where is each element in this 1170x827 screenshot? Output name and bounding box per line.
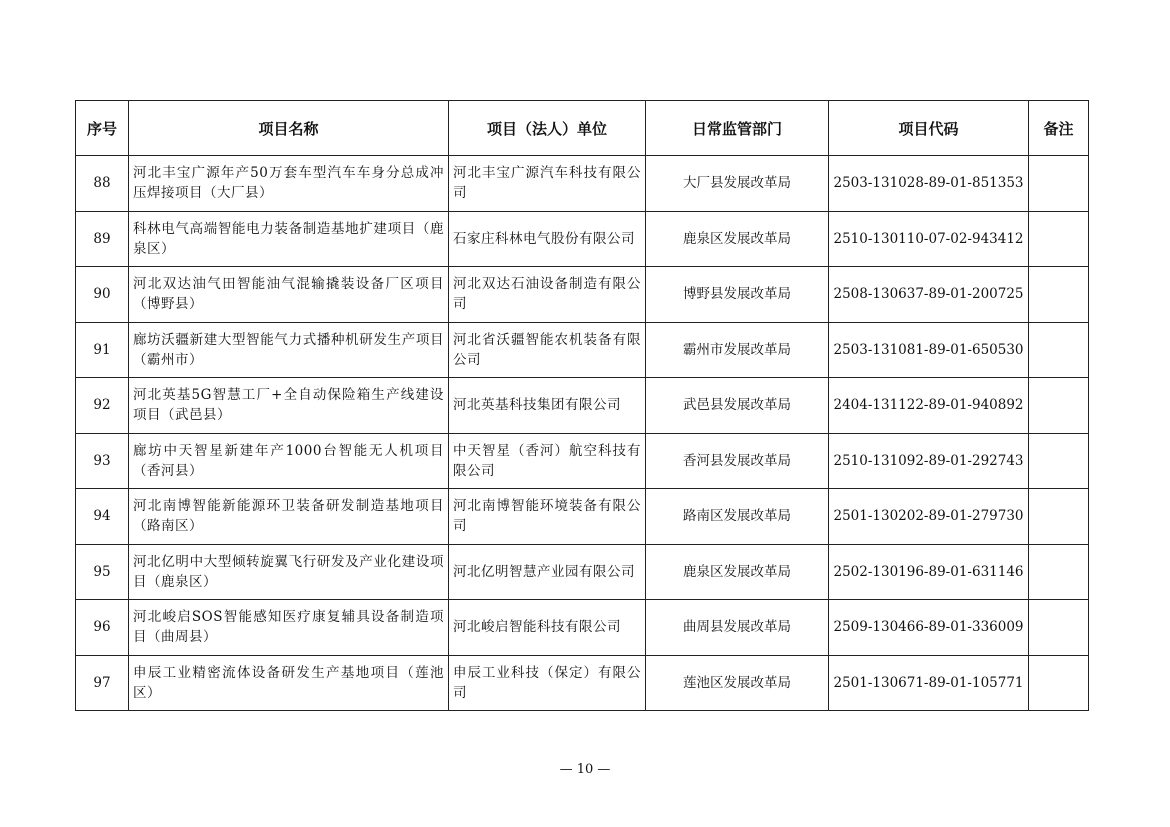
cell-remark (1029, 544, 1089, 600)
cell-remark (1029, 433, 1089, 489)
cell-department: 香河县发展改革局 (646, 433, 829, 489)
cell-remark (1029, 211, 1089, 267)
table-row (76, 544, 1089, 600)
cell-unit: 中天智星（香河）航空科技有限公司 (449, 433, 646, 489)
cell-project-code: 2510-131092-89-01-292743 (829, 433, 1029, 489)
header-dept: 日常监管部门 (646, 101, 829, 156)
cell-department: 武邑县发展改革局 (646, 378, 829, 434)
table-row (76, 156, 1089, 212)
cell-remark (1029, 156, 1089, 212)
cell-project-name: 申辰工业精密流体设备研发生产基地项目（莲池区） (129, 655, 449, 711)
header-name: 项目名称 (129, 101, 449, 156)
cell-seq: 96 (76, 600, 129, 656)
cell-remark (1029, 322, 1089, 378)
cell-remark (1029, 378, 1089, 434)
cell-department: 鹿泉区发展改革局 (646, 544, 829, 600)
cell-seq: 94 (76, 489, 129, 545)
cell-department: 大厂县发展改革局 (646, 156, 829, 212)
cell-unit: 河北亿明智慧产业园有限公司 (449, 544, 646, 600)
cell-seq: 88 (76, 156, 129, 212)
table-row (76, 211, 1089, 267)
cell-department: 曲周县发展改革局 (646, 600, 829, 656)
table-body (76, 156, 1089, 711)
cell-project-name: 河北双达油气田智能油气混输撬装设备厂区项目（博野县） (129, 267, 449, 323)
cell-project-code: 2501-130202-89-01-279730 (829, 489, 1029, 545)
cell-unit: 石家庄科林电气股份有限公司 (449, 211, 646, 267)
cell-seq: 89 (76, 211, 129, 267)
project-table (75, 100, 1089, 711)
cell-unit: 河北双达石油设备制造有限公司 (449, 267, 646, 323)
table-row (76, 378, 1089, 434)
cell-project-name: 河北英基5G智慧工厂+全自动保险箱生产线建设项目（武邑县） (129, 378, 449, 434)
cell-project-code: 2503-131081-89-01-650530 (829, 322, 1029, 378)
cell-seq: 91 (76, 322, 129, 378)
header-remark: 备注 (1029, 101, 1089, 156)
table-row (76, 322, 1089, 378)
cell-project-code: 2404-131122-89-01-940892 (829, 378, 1029, 434)
table-header (76, 101, 1089, 156)
header-row (76, 101, 1089, 156)
cell-department: 莲池区发展改革局 (646, 655, 829, 711)
cell-seq: 95 (76, 544, 129, 600)
header-seq: 序号 (76, 101, 129, 156)
cell-remark (1029, 655, 1089, 711)
cell-department: 路南区发展改革局 (646, 489, 829, 545)
cell-project-code: 2509-130466-89-01-336009 (829, 600, 1029, 656)
cell-project-name: 河北南博智能新能源环卫装备研发制造基地项目（路南区） (129, 489, 449, 545)
cell-remark (1029, 267, 1089, 323)
cell-unit: 河北南博智能环境装备有限公司 (449, 489, 646, 545)
table-row (76, 600, 1089, 656)
table-row (76, 489, 1089, 545)
header-code: 项目代码 (829, 101, 1029, 156)
cell-seq: 93 (76, 433, 129, 489)
cell-unit: 申辰工业科技（保定）有限公司 (449, 655, 646, 711)
table-row (76, 655, 1089, 711)
table-row (76, 267, 1089, 323)
cell-project-code: 2508-130637-89-01-200725 (829, 267, 1029, 323)
cell-department: 霸州市发展改革局 (646, 322, 829, 378)
cell-department: 鹿泉区发展改革局 (646, 211, 829, 267)
cell-seq: 92 (76, 378, 129, 434)
cell-remark (1029, 600, 1089, 656)
cell-unit: 河北丰宝广源汽车科技有限公司 (449, 156, 646, 212)
cell-project-code: 2502-130196-89-01-631146 (829, 544, 1029, 600)
table-row (76, 433, 1089, 489)
cell-unit: 河北峻启智能科技有限公司 (449, 600, 646, 656)
cell-project-name: 廊坊中天智星新建年产1000台智能无人机项目（香河县） (129, 433, 449, 489)
cell-seq: 97 (76, 655, 129, 711)
cell-project-code: 2501-130671-89-01-105771 (829, 655, 1029, 711)
cell-project-name: 河北峻启SOS智能感知医疗康复辅具设备制造项目（曲周县） (129, 600, 449, 656)
cell-remark (1029, 489, 1089, 545)
cell-department: 博野县发展改革局 (646, 267, 829, 323)
cell-unit: 河北英基科技集团有限公司 (449, 378, 646, 434)
header-unit: 项目（法人）单位 (449, 101, 646, 156)
cell-unit: 河北省沃疆智能农机装备有限公司 (449, 322, 646, 378)
cell-project-code: 2510-130110-07-02-943412 (829, 211, 1029, 267)
cell-project-name: 科林电气高端智能电力装备制造基地扩建项目（鹿泉区） (129, 211, 449, 267)
page-number: — 10 — (559, 762, 611, 777)
cell-project-code: 2503-131028-89-01-851353 (829, 156, 1029, 212)
cell-seq: 90 (76, 267, 129, 323)
cell-project-name: 河北亿明中大型倾转旋翼飞行研发及产业化建设项目（鹿泉区） (129, 544, 449, 600)
cell-project-name: 河北丰宝广源年产50万套车型汽车车身分总成冲压焊接项目（大厂县） (129, 156, 449, 212)
cell-project-name: 廊坊沃疆新建大型智能气力式播种机研发生产项目（霸州市） (129, 322, 449, 378)
